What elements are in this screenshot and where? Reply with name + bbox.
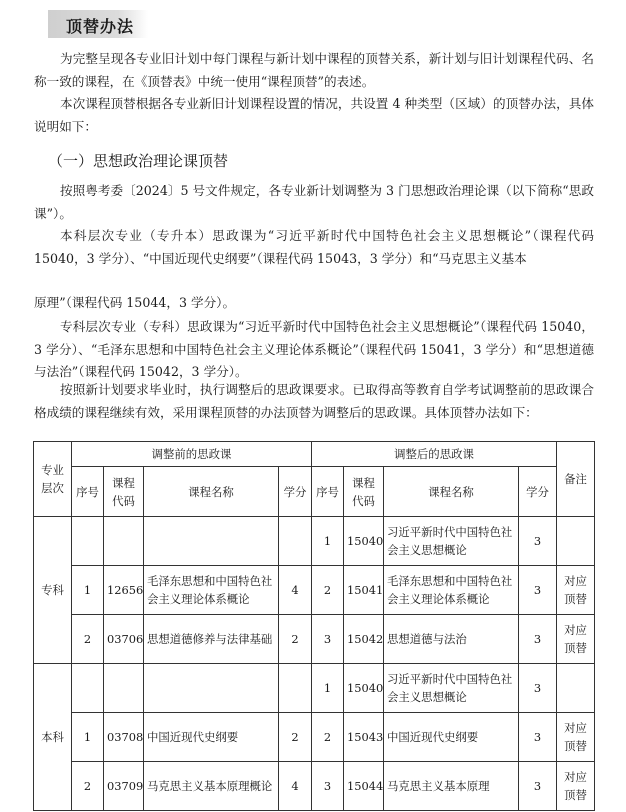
paragraph-junior: 专科层次专业（专科）思政课为“习近平新时代中国特色社会主义思想概论”（课程代码 15040，3 学分）、“毛泽东思想和中国特色社会主义理论体系概论”（课程代码 15041，3 学分）和“思想道德与法治”（课程代码 15042，3 学分）。 [34, 319, 594, 379]
paragraph-method: 按照新计划要求毕业时，执行调整后的思政课要求。已取得高等教育自学考试调整前的思政课合格成绩的课程继续有效，采用课程顶替的办法顶替为调整后的思政课。具体顶替办法如下： [34, 382, 594, 420]
paragraph-undergrad-cont: 原理”（课程代码 15044，3 学分）。 [34, 295, 236, 310]
paragraph-regulation: 按照粤考委〔2024〕5 号文件规定，各专业新计划调整为 3 门思想政治理论课（以下简称“思政课”）。 [34, 183, 594, 221]
cell [279, 664, 312, 713]
cell [144, 517, 279, 566]
cell: 03709 [104, 762, 144, 811]
paragraph-intro: 为完整呈现各专业旧计划中每门课程与新计划中课程的顶替关系，新计划与旧计划课程代码、名称一致的课程，在《顶替表》中统一使用“课程顶替”的表述。 [34, 51, 594, 89]
cell: 15040 [344, 664, 384, 713]
cell: 3 [312, 762, 344, 811]
paragraph-undergrad: 本科层次专业（专升本）思政课为“习近平新时代中国特色社会主义思想概论”（课程代码 15040，3 学分）、“中国近现代史纲要”（课程代码 15043，3 学分）和“马克思主义基本 [34, 228, 594, 266]
cell: 15044 [344, 762, 384, 811]
cell: 对应顶替 [557, 762, 595, 811]
cell: 1 [72, 566, 104, 615]
cell: 思想道德修养与法律基础 [144, 615, 279, 664]
section-title: 顶替办法 [66, 17, 135, 36]
cell: 2 [312, 713, 344, 762]
note-header: 备注 [557, 442, 595, 517]
cell: 3 [519, 762, 557, 811]
cell [279, 517, 312, 566]
table-row [34, 566, 595, 615]
subheading: （一）思想政治理论课顶替 [48, 152, 229, 170]
col-code: 课程代码 [344, 467, 384, 517]
cell: 对应顶替 [557, 713, 595, 762]
cell [557, 517, 595, 566]
col-name: 课程名称 [144, 467, 279, 517]
cell: 马克思主义基本原理概论 [144, 762, 279, 811]
cell: 2 [312, 566, 344, 615]
cell: 1 [312, 517, 344, 566]
level-header: 专业层次 [34, 442, 72, 517]
cell [144, 664, 279, 713]
cell: 对应顶替 [557, 615, 595, 664]
cell: 毛泽东思想和中国特色社会主义理论体系概论 [144, 566, 279, 615]
cell: 3 [519, 566, 557, 615]
cell: 马克思主义基本原理 [384, 762, 519, 811]
cell: 15043 [344, 713, 384, 762]
cell: 3 [519, 713, 557, 762]
cell: 3 [519, 615, 557, 664]
cell [72, 517, 104, 566]
cell: 4 [279, 762, 312, 811]
cell: 1 [312, 664, 344, 713]
cell: 3 [519, 664, 557, 713]
cell: 3 [519, 517, 557, 566]
cell: 03708 [104, 713, 144, 762]
cell: 中国近现代史纲要 [144, 713, 279, 762]
cell: 习近平新时代中国特色社会主义思想概论 [384, 517, 519, 566]
cell [72, 664, 104, 713]
cell: 15041 [344, 566, 384, 615]
cell: 2 [279, 615, 312, 664]
cell: 15042 [344, 615, 384, 664]
paragraph-types: 本次课程顶替根据各专业新旧计划课程设置的情况，共设置 4 种类型（区域）的顶替办法，具体说明如下： [34, 96, 594, 134]
col-seq: 序号 [72, 467, 104, 517]
cell: 对应顶替 [557, 566, 595, 615]
table-row [34, 664, 595, 713]
cell [104, 664, 144, 713]
col-seq: 序号 [312, 467, 344, 517]
table-row [34, 517, 595, 566]
col-name: 课程名称 [384, 467, 519, 517]
after-header: 调整后的思政课 [312, 442, 557, 467]
before-header: 调整前的思政课 [72, 442, 312, 467]
level-cell: 本科 [34, 664, 72, 811]
cell: 2 [72, 615, 104, 664]
section-header [48, 10, 148, 38]
cell: 2 [72, 762, 104, 811]
table-row [34, 762, 595, 811]
cell: 1 [72, 713, 104, 762]
cell [104, 517, 144, 566]
cell: 习近平新时代中国特色社会主义思想概论 [384, 664, 519, 713]
cell: 中国近现代史纲要 [384, 713, 519, 762]
col-code: 课程代码 [104, 467, 144, 517]
cell: 思想道德与法治 [384, 615, 519, 664]
cell: 15040 [344, 517, 384, 566]
cell: 03706 [104, 615, 144, 664]
cell [557, 664, 595, 713]
table-row [34, 615, 595, 664]
cell: 2 [279, 713, 312, 762]
cell: 4 [279, 566, 312, 615]
level-cell: 专科 [34, 517, 72, 664]
cell: 3 [312, 615, 344, 664]
replacement-table [33, 441, 595, 811]
table-row [34, 713, 595, 762]
col-credit: 学分 [519, 467, 557, 517]
col-credit: 学分 [279, 467, 312, 517]
cell: 12656 [104, 566, 144, 615]
cell: 毛泽东思想和中国特色社会主义理论体系概论 [384, 566, 519, 615]
